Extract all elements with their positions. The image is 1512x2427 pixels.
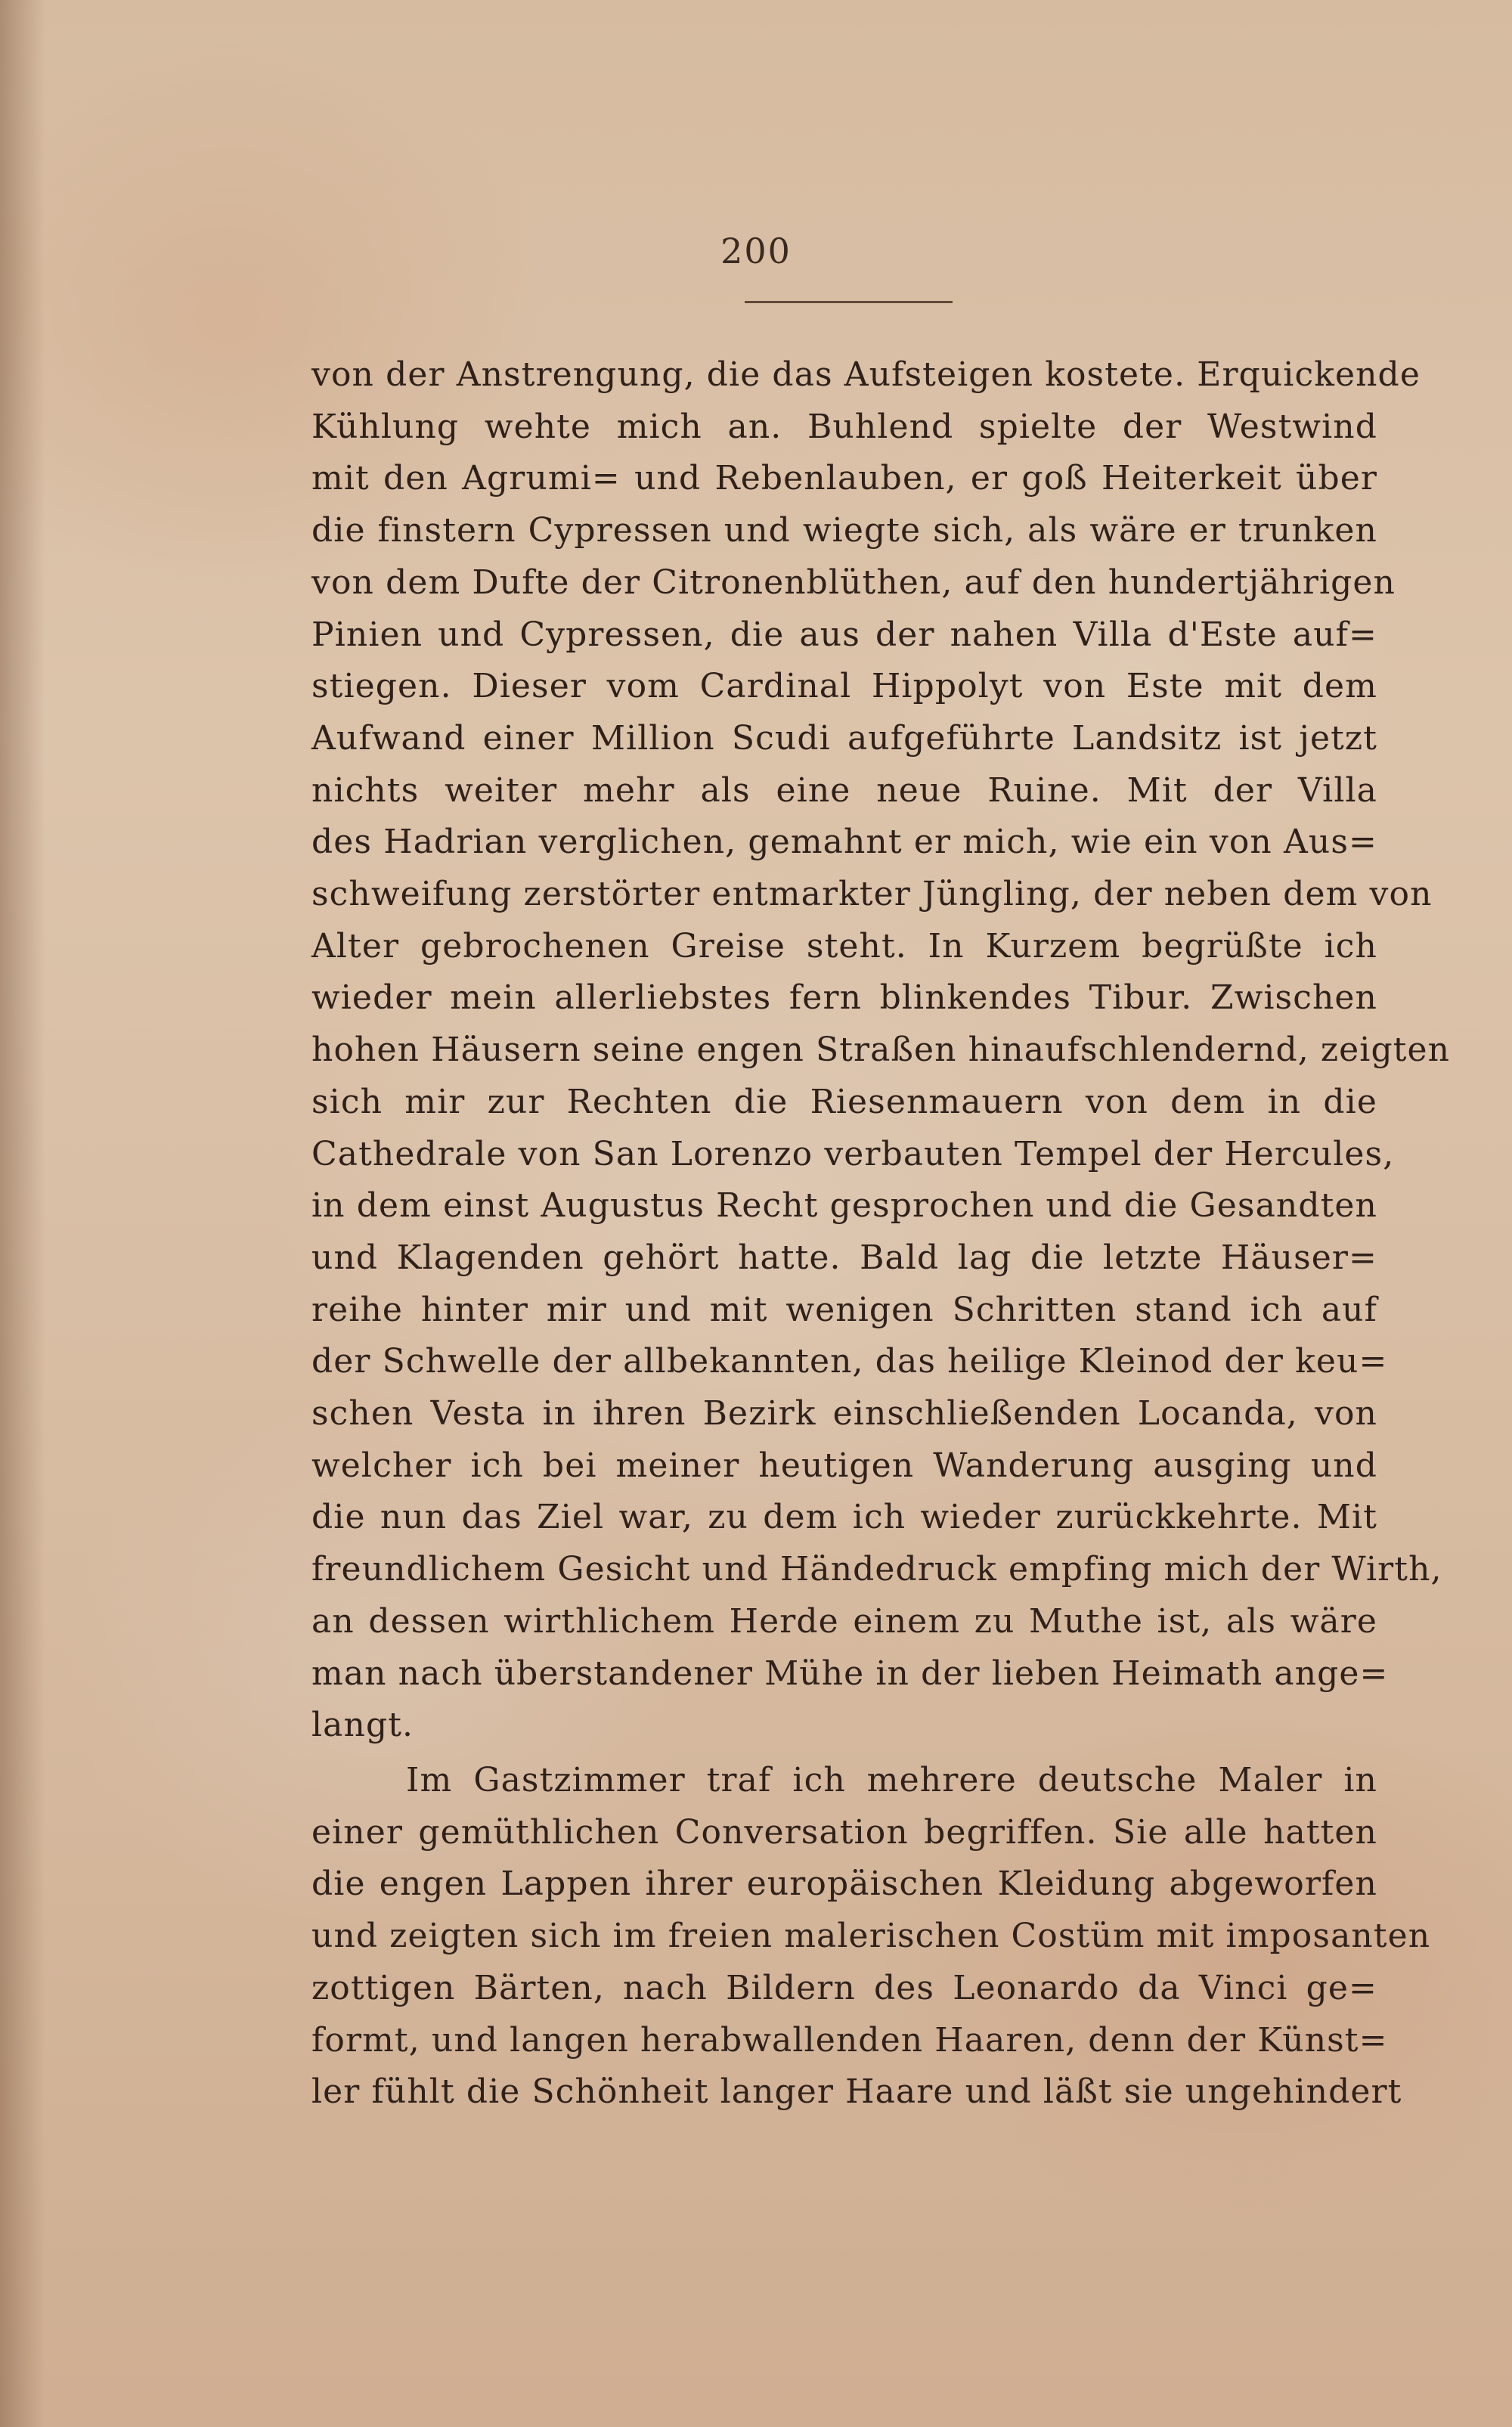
text-line: sich mir zur Rechten die Riesenmauern von dem in die [311, 1082, 1377, 1121]
text-line: in dem einst Augustus Recht gesprochen und die Gesandten [311, 1186, 1377, 1226]
text-line: mit den Agrumi= und Rebenlauben, er goß Heiterkeit über [311, 459, 1377, 498]
text-line: von dem Dufte der Citronenblüthen, auf den hundertjährigen [311, 563, 1396, 602]
text-line: Alter gebrochenen Greise steht. In Kurzem begrüßte ich [311, 926, 1377, 966]
text-line: freundlichem Gesicht und Händedruck empfing mich der Wirth, [311, 1550, 1442, 1589]
text-line: ler fühlt die Schönheit langer Haare und läßt sie ungehindert [311, 2072, 1402, 2112]
text-line: welcher ich bei meiner heutigen Wanderung ausging und [311, 1446, 1377, 1485]
page-edge-shadow [0, 0, 45, 2427]
text-line: nichts weiter mehr als eine neue Ruine. Mit der Villa [311, 770, 1377, 810]
text-line: hohen Häusern seine engen Straßen hinaufschlendernd, zeigten [311, 1031, 1451, 1070]
text-line: zottigen Bärten, nach Bildern des Leonardo da Vinci ge= [311, 1968, 1377, 2007]
text-line: an dessen wirthlichem Herde einem zu Muthe ist, als wäre [311, 1601, 1377, 1641]
text-line: Kühlung wehte mich an. Buhlend spielte der Westwind [311, 407, 1377, 446]
paragraph-1 [311, 349, 1451, 1752]
text-line: Im Gastzimmer traf ich mehrere deutsche Maler in [406, 1760, 1377, 1799]
text-line: schen Vesta in ihren Bezirk einschließenden Locanda, von [311, 1394, 1377, 1434]
text-line: einer gemüthlichen Conversation begriffen. Sie alle hatten [311, 1812, 1377, 1852]
text-line: des Hadrian verglichen, gemahnt er mich, wie ein von Aus= [311, 823, 1377, 862]
text-line: schweifung zerstörter entmarkter Jüngling, der neben dem von [311, 875, 1433, 914]
body-text [311, 349, 1451, 2119]
text-line: Aufwand einer Million Scudi aufgeführte Landsitz ist jetzt [311, 718, 1377, 758]
text-line: Cathedrale von San Lorenzo verbauten Tempel der Hercules, [311, 1134, 1395, 1173]
text-line: formt, und langen herabwallenden Haaren, denn der Künst= [311, 2020, 1388, 2060]
text-line: reihe hinter mir und mit wenigen Schritten stand ich auf [311, 1290, 1377, 1329]
text-line: Pinien und Cypressen, die aus der nahen Villa d'Este auf= [311, 615, 1377, 654]
text-line: die nun das Ziel war, zu dem ich wieder zurückkehrte. Mit [311, 1498, 1377, 1537]
header-rule [745, 301, 953, 303]
text-line: wieder mein allerliebstes fern blinkendes Tibur. Zwischen [311, 978, 1377, 1018]
paragraph-2 [311, 1755, 1431, 2119]
page-number: 200 [720, 231, 792, 271]
text-line: man nach überstandener Mühe in der lieben Heimath ange= [311, 1654, 1389, 1693]
text-line: langt. [311, 1706, 414, 1745]
text-line: die finstern Cypressen und wiegte sich, als wäre er trunken [311, 511, 1377, 550]
text-line: und zeigten sich im freien malerischen Costüm mit imposanten [311, 1917, 1431, 1956]
text-line: und Klagenden gehört hatte. Bald lag die letzte Häuser= [311, 1238, 1377, 1277]
text-line: von der Anstrengung, die das Aufsteigen kostete. Erquickende [311, 355, 1421, 394]
text-line: die engen Lappen ihrer europäischen Kleidung abgeworfen [311, 1864, 1377, 1904]
text-line: der Schwelle der allbekannten, das heilige Kleinod der keu= [311, 1342, 1388, 1381]
text-line: stiegen. Dieser vom Cardinal Hippolyt von Este mit dem [311, 667, 1377, 706]
